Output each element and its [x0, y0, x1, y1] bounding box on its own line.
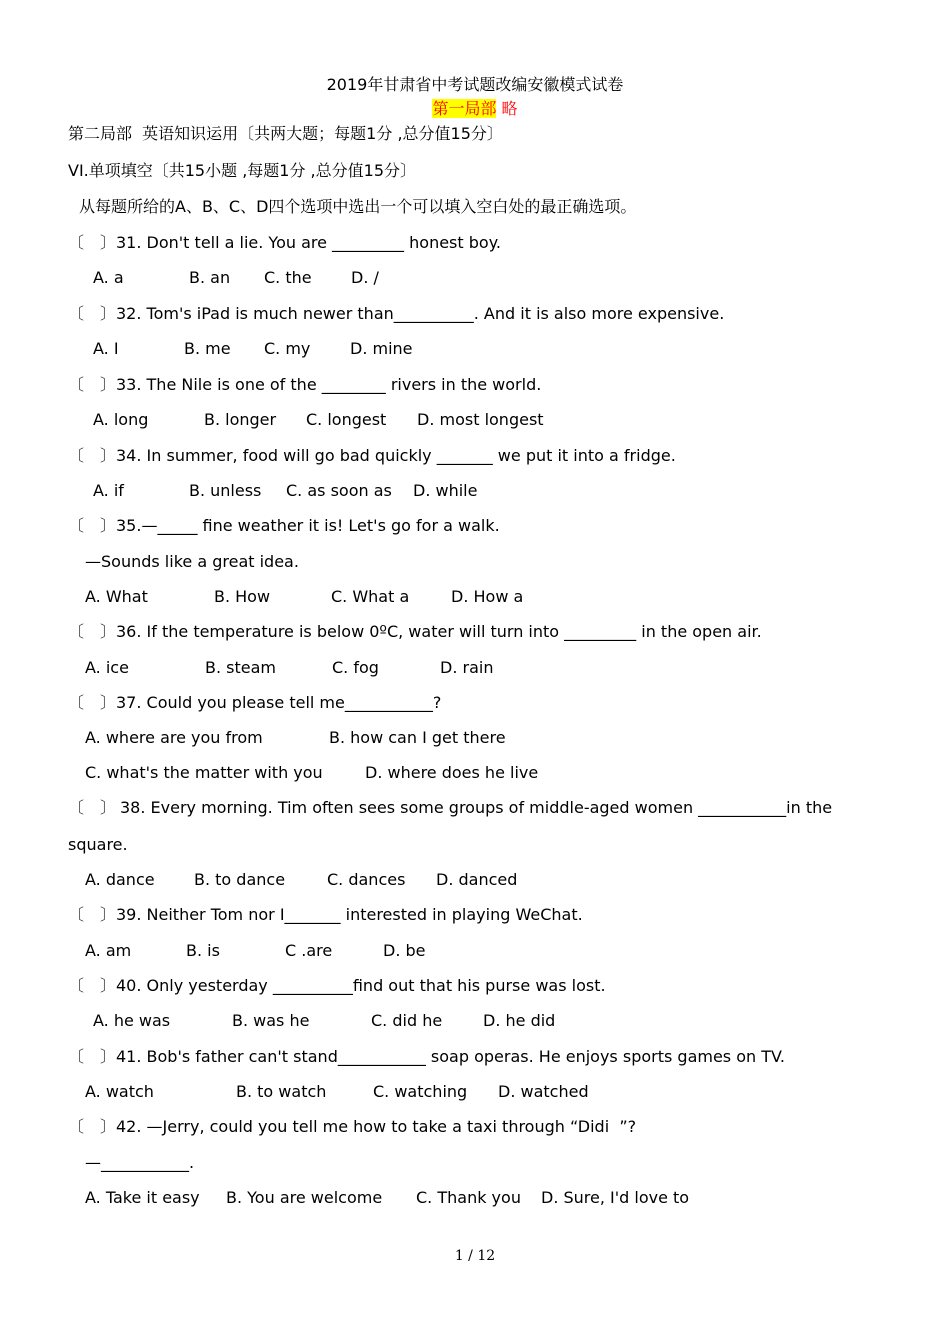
- option-a[interactable]: A. am: [85, 941, 132, 960]
- option-c[interactable]: C. did he: [371, 1011, 443, 1030]
- question-stem: 41. Bob's father can't stand___________ soap operas. He enjoys sports games on TV.: [116, 1047, 785, 1066]
- question-35: [68, 515, 500, 537]
- option-c[interactable]: C. the: [264, 268, 312, 287]
- question-stem: 40. Only yesterday __________find out that his purse was lost.: [116, 976, 606, 995]
- question-stem: 34. In summer, food will go bad quickly _______ we put it into a fridge.: [116, 446, 676, 465]
- answer-bracket[interactable]: 〔 〕: [68, 798, 117, 817]
- answer-bracket[interactable]: 〔 〕: [68, 304, 117, 323]
- answer-bracket[interactable]: 〔 〕: [68, 1117, 117, 1136]
- option-a[interactable]: A. ice: [85, 658, 129, 677]
- option-a[interactable]: A. if: [93, 481, 124, 500]
- question-31: [68, 232, 501, 254]
- option-c[interactable]: C. Thank you: [416, 1188, 521, 1207]
- option-b[interactable]: B. me: [184, 339, 231, 358]
- option-b[interactable]: B. unless: [189, 481, 262, 500]
- option-c[interactable]: C. dances: [327, 870, 406, 889]
- option-c[interactable]: C. longest: [306, 410, 387, 429]
- question-33: [68, 374, 541, 396]
- option-c[interactable]: C. what's the matter with you: [85, 763, 323, 782]
- option-a[interactable]: A. he was: [93, 1011, 171, 1030]
- option-d[interactable]: D. Sure, I'd love to: [541, 1188, 690, 1207]
- option-b[interactable]: B. to watch: [236, 1082, 327, 1101]
- option-a[interactable]: A. Take it easy: [85, 1188, 200, 1207]
- question-stem-continued: square.: [68, 835, 128, 854]
- options-31: [0, 267, 950, 289]
- options-42: [0, 1187, 950, 1209]
- option-c[interactable]: C. What a: [331, 587, 410, 606]
- option-b[interactable]: B. You are welcome: [226, 1188, 383, 1207]
- option-d[interactable]: D. where does he live: [365, 763, 539, 782]
- options-39: [0, 940, 950, 962]
- options-34: [0, 480, 950, 502]
- option-a[interactable]: A. What: [85, 587, 148, 606]
- question-stem: 38. Every morning. Tim often sees some groups of middle-aged women ___________in the: [120, 798, 833, 817]
- question-42: [68, 1116, 636, 1138]
- options-37-row1: [0, 727, 950, 749]
- option-d[interactable]: D. mine: [350, 339, 413, 358]
- options-40: [0, 1010, 950, 1032]
- options-41: [0, 1081, 950, 1103]
- option-a[interactable]: A. dance: [85, 870, 155, 889]
- option-b[interactable]: B. an: [189, 268, 231, 287]
- option-c[interactable]: C. as soon as: [286, 481, 392, 500]
- option-d[interactable]: D. danced: [436, 870, 518, 889]
- options-36: [0, 657, 950, 679]
- answer-bracket[interactable]: 〔 〕: [68, 446, 117, 465]
- dialogue-reply: —___________.: [85, 1153, 195, 1172]
- section6-header: VI.单项填空〔共15小题 ,每题1分 ,总分值15分〕: [68, 161, 416, 180]
- answer-bracket[interactable]: 〔 〕: [68, 622, 117, 641]
- answer-bracket[interactable]: 〔 〕: [68, 375, 117, 394]
- option-b[interactable]: B. is: [186, 941, 220, 960]
- question-stem: 35.—_____ fine weather it is! Let's go for a walk.: [116, 516, 500, 535]
- answer-bracket[interactable]: 〔 〕: [68, 905, 117, 924]
- question-39: [68, 904, 583, 926]
- option-b[interactable]: B. was he: [232, 1011, 310, 1030]
- option-c[interactable]: C. watching: [373, 1082, 468, 1101]
- option-d[interactable]: D. most longest: [417, 410, 544, 429]
- options-33: [0, 409, 950, 431]
- option-b[interactable]: B. to dance: [194, 870, 286, 889]
- option-a[interactable]: A. I: [93, 339, 119, 358]
- dialogue-reply: —Sounds like a great idea.: [85, 552, 299, 571]
- question-34: [68, 445, 676, 467]
- option-c[interactable]: C. fog: [332, 658, 379, 677]
- instruction: 从每题所给的A、B、C、D四个选项中选出一个可以填入空白处的最正确选项。: [79, 197, 637, 216]
- options-37-row2: [0, 762, 950, 784]
- question-38: [68, 797, 832, 819]
- option-c[interactable]: C. my: [264, 339, 311, 358]
- page-number: 1 / 12: [454, 1248, 496, 1264]
- options-35: [0, 586, 950, 608]
- question-stem: 42. —Jerry, could you tell me how to take a taxi through “Didi ”?: [116, 1117, 637, 1136]
- option-a[interactable]: A. watch: [85, 1082, 154, 1101]
- option-d[interactable]: D. watched: [498, 1082, 589, 1101]
- option-d[interactable]: D. while: [413, 481, 478, 500]
- option-d[interactable]: D. How a: [451, 587, 524, 606]
- exam-title: 2019年甘肃省中考试题改编安徽模式试卷: [326, 75, 624, 94]
- part2-header: 第二局部 英语知识运用〔共两大题；每题1分 ,总分值15分〕: [68, 124, 503, 143]
- option-b[interactable]: B. longer: [204, 410, 277, 429]
- question-stem: 33. The Nile is one of the ________ rivers in the world.: [116, 375, 542, 394]
- answer-bracket[interactable]: 〔 〕: [68, 233, 117, 252]
- options-32: [0, 338, 950, 360]
- option-d[interactable]: D. /: [351, 268, 379, 287]
- option-a[interactable]: A. where are you from: [85, 728, 263, 747]
- option-b[interactable]: B. How: [214, 587, 271, 606]
- options-38: [0, 869, 950, 891]
- question-40: [68, 975, 606, 997]
- answer-bracket[interactable]: 〔 〕: [68, 976, 117, 995]
- answer-bracket[interactable]: 〔 〕: [68, 693, 117, 712]
- option-d[interactable]: D. he did: [483, 1011, 556, 1030]
- part1-label: 第一局部: [432, 99, 497, 118]
- option-d[interactable]: D. be: [383, 941, 426, 960]
- question-stem: 39. Neither Tom nor I_______ interested in playing WeChat.: [116, 905, 583, 924]
- question-37: [68, 692, 441, 714]
- option-b[interactable]: B. steam: [205, 658, 276, 677]
- question-32: [68, 303, 724, 325]
- question-36: [68, 621, 762, 643]
- option-a[interactable]: A. long: [93, 410, 149, 429]
- question-stem: 36. If the temperature is below 0ºC, water will turn into _________ in the open air.: [116, 622, 762, 641]
- question-stem: 31. Don't tell a lie. You are _________ honest boy.: [116, 233, 501, 252]
- part1-note: 略: [501, 99, 518, 118]
- option-a[interactable]: A. a: [93, 268, 124, 287]
- question-stem: 37. Could you please tell me___________?: [116, 693, 442, 712]
- part1-heading: [0, 98, 950, 120]
- question-stem: 32. Tom's iPad is much newer than__________. And it is also more expensive.: [116, 304, 725, 323]
- answer-bracket[interactable]: 〔 〕: [68, 516, 117, 535]
- option-d[interactable]: D. rain: [440, 658, 494, 677]
- option-c[interactable]: C .are: [285, 941, 333, 960]
- option-b[interactable]: B. how can I get there: [329, 728, 506, 747]
- answer-bracket[interactable]: 〔 〕: [68, 1047, 117, 1066]
- question-41: [68, 1046, 785, 1068]
